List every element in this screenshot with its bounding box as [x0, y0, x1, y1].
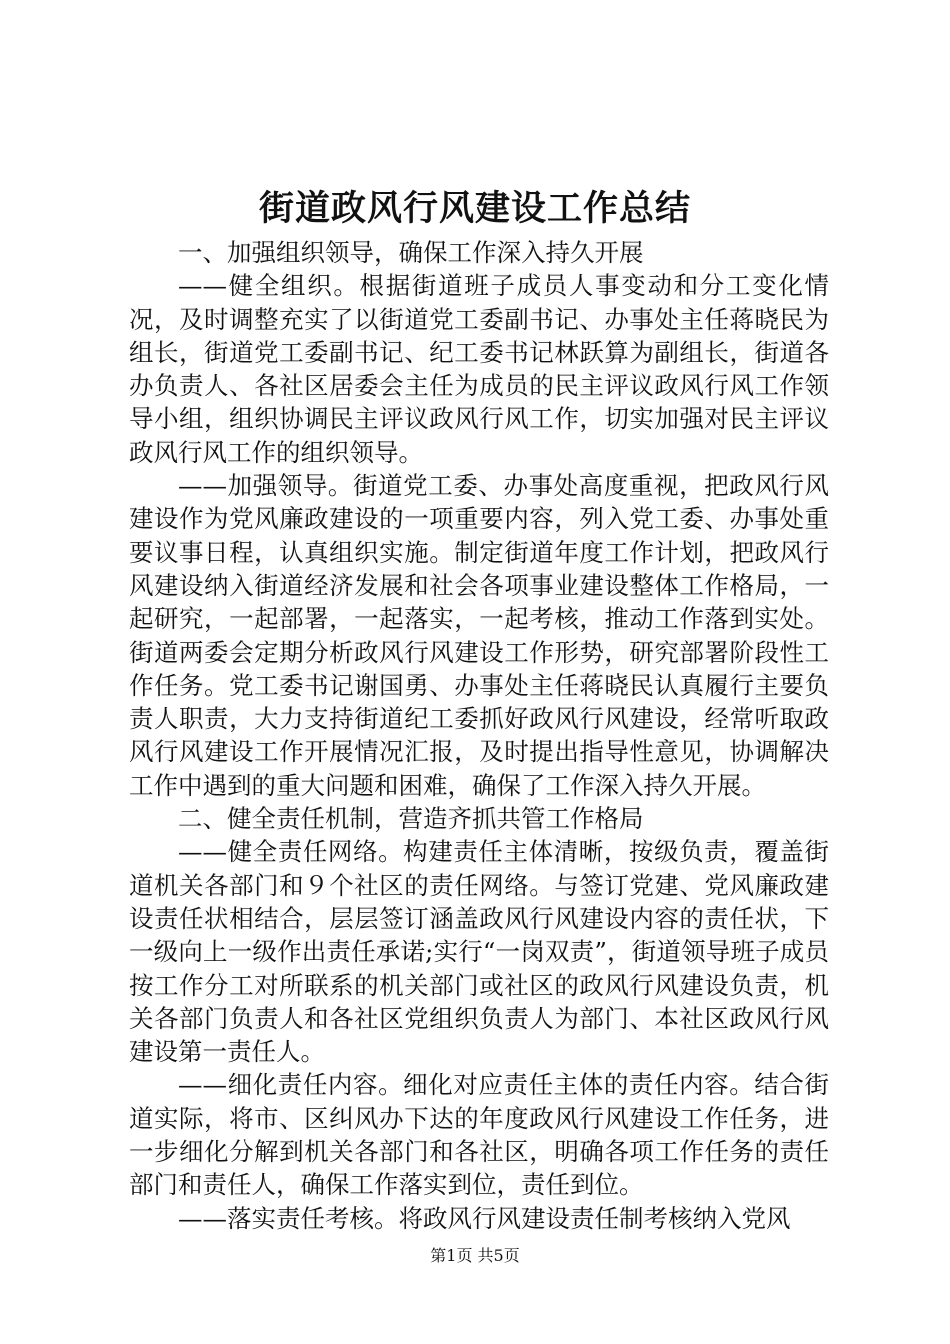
paragraph-organization: ——健全组织。根据街道班子成员人事变动和分工变化情况，及时调整充实了以街道党工委副书记、办事处主任蒋晓民为组长，街道党工委副书记、纪工委书记林跃算为副组长，街道各办负责人、各社区居委会主任为成员的民主评议政风行风工作领导小组，组织协调民主评议政风行风工作，切实加强对民主评议政风行风工作的组织领导。: [129, 271, 829, 467]
section-heading-1: 一、加强组织领导，确保工作深入持久开展: [178, 238, 644, 267]
document-title: 街道政风行风建设工作总结: [258, 188, 691, 229]
paragraph-responsibility-assessment: ——落实责任考核。将政风行风建设责任制考核纳入党风: [178, 1203, 791, 1233]
page-number: 第1页 共5页: [430, 1246, 520, 1265]
paragraph-leadership: ——加强领导。街道党工委、办事处高度重视，把政风行风建设作为党风廉政建设的一项重要内容，列入党工委、办事处重要议事日程，认真组织实施。制定街道年度工作计划，把政风行风建设纳入街道经济发展和社会各项事业建设整体工作格局，一起研究，一起部署，一起落实，一起考核，推动工作落到实处。街道两委会定期分析政风行风建设工作形势，研究部署阶段性工作任务。党工委书记谢国勇、办事处主任蒋晓民认真履行主要负责人职责，大力支持街道纪工委抓好政风行风建设，经常听取政风行风建设工作开展情况汇报，及时提出指导性意见，协调解决工作中遇到的重大问题和困难，确保了工作深入持久开展。: [129, 471, 829, 800]
paragraph-responsibility-content: ——细化责任内容。细化对应责任主体的责任内容。结合街道实际，将市、区纠风办下达的年度政风行风建设工作任务，进一步细化分解到机关各部门和各社区，明确各项工作任务的责任部门和责任人，确保工作落实到位，责任到位。: [129, 1070, 829, 1200]
document-body: [129, 236, 829, 1235]
paragraph-responsibility-network: ——健全责任网络。构建责任主体清晰，按级负责，覆盖街道机关各部门和９个社区的责任网络。与签订党建、党风廉政建设责任状相结合，层层签订涵盖政风行风建设内容的责任状，下一级向上一级作出责任承诺;实行“一岗双责”，街道领导班子成员按工作分工对所联系的机关部门或社区的政风行风建设负责，机关各部门负责人和各社区党组织负责人为部门、本社区政风行风建设第一责任人。: [129, 837, 829, 1067]
section-heading-2: 二、健全责任机制，营造齐抓共管工作格局: [178, 804, 644, 834]
